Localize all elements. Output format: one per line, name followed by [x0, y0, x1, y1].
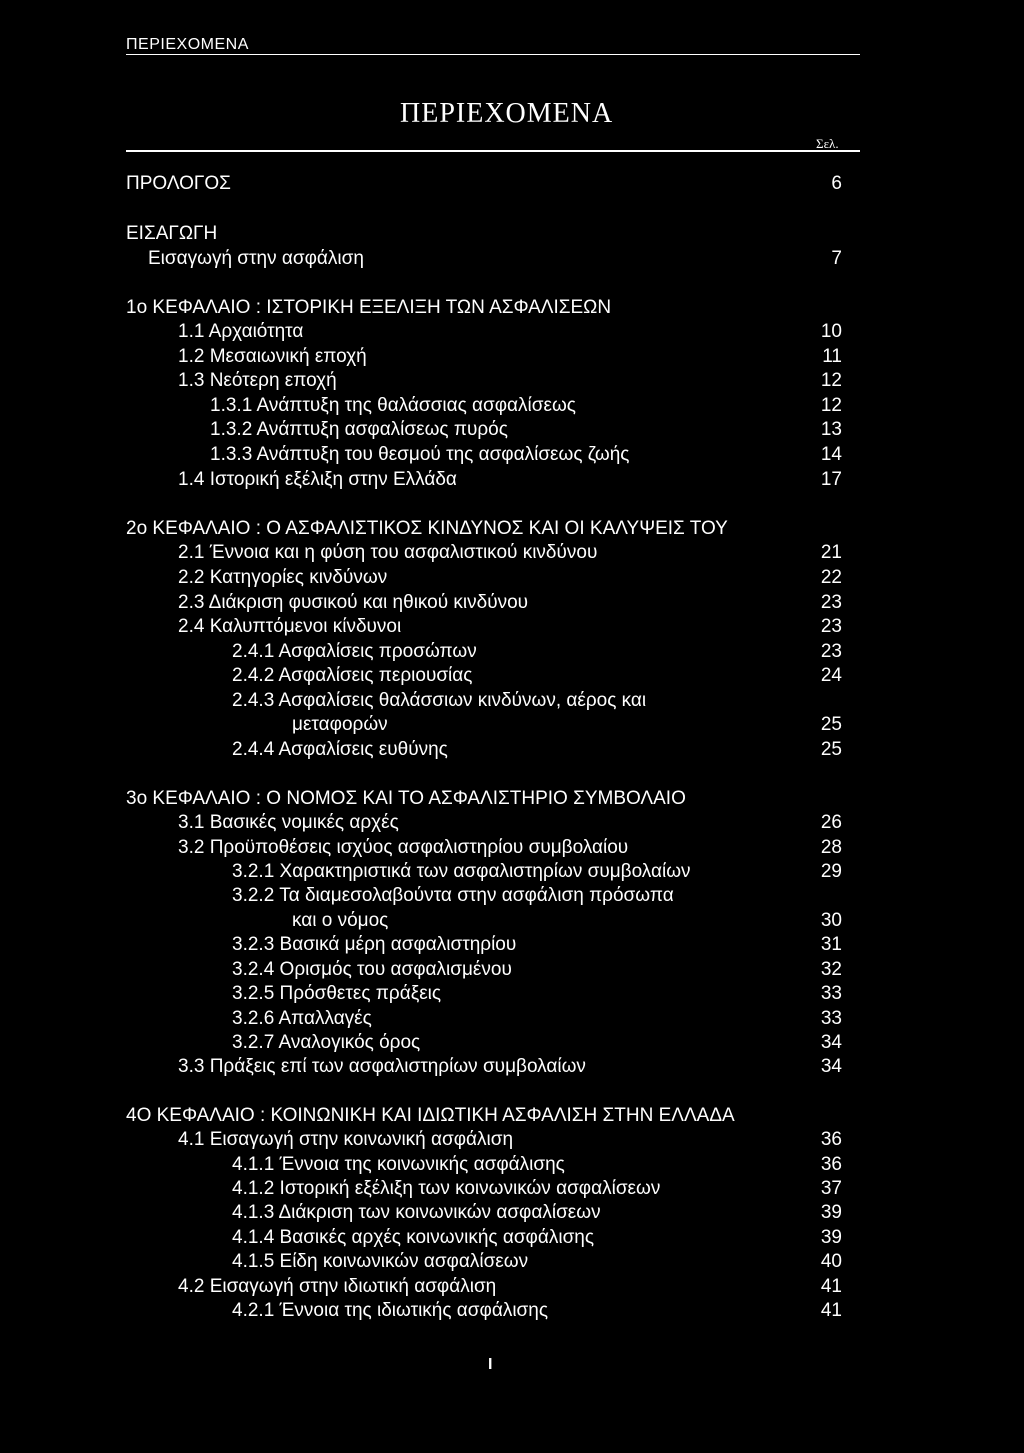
toc-entry: [126, 1104, 842, 1128]
toc-entry-title: 3.2.3 Βασικά μέρη ασφαλιστηρίου: [232, 934, 517, 955]
toc-entry-page: 6: [831, 173, 842, 194]
toc-entry-title: 1.1 Αρχαιότητα: [178, 321, 304, 342]
toc-entry-page: 23: [820, 641, 842, 662]
toc-entry: [178, 345, 842, 369]
toc-entry: [178, 566, 842, 590]
toc-entry-page: 25: [820, 739, 842, 760]
toc-entry-page: 11: [822, 346, 842, 367]
toc-entry-page: 25: [820, 714, 842, 735]
toc-entry-title: 3.2.2 Τα διαμεσολαβούντα στην ασφάλιση πρόσωπα: [232, 885, 674, 906]
toc-entry-page: 21: [820, 542, 842, 563]
toc-entry: [126, 787, 842, 811]
toc-entry: [232, 933, 842, 957]
toc-entry-page: 30: [820, 910, 842, 931]
toc-entry-page: 12: [820, 395, 842, 416]
toc-entry-page: 14: [820, 444, 842, 465]
toc-entry-page: 26: [820, 812, 842, 833]
toc-entry-page: 36: [820, 1129, 842, 1150]
toc-entry-page: 24: [820, 665, 842, 686]
toc-entry-title: 3.2.1 Χαρακτηριστικά των ασφαλιστηρίων συμβολαίων: [232, 861, 691, 882]
toc-entry-page: 23: [820, 592, 842, 613]
toc-entry-title: 3.2.5 Πρόσθετες πράξεις: [232, 983, 442, 1004]
toc-entry-title: Εισαγωγή στην ασφάλιση: [148, 248, 364, 269]
toc-entry-title: 1.4 Ιστορική εξέλιξη στην Ελλάδα: [178, 469, 457, 490]
toc-entry-title: 2.4 Καλυπτόμενοι κίνδυνοι: [178, 616, 402, 637]
toc-entry-title: 2.4.1 Ασφαλίσεις προσώπων: [232, 641, 477, 662]
toc-entry-title: 4.2.1 Έννοια της ιδιωτικής ασφάλισης: [232, 1300, 548, 1321]
toc-entry: [232, 1007, 842, 1031]
toc-entry-title: 1.2 Μεσαιωνική εποχή: [178, 346, 367, 367]
toc-entry: [178, 1055, 842, 1079]
toc-entry-title: ΠΡΟΛΟΓΟΣ: [126, 173, 231, 194]
toc-entry: [126, 296, 842, 320]
toc-entry-page: 39: [820, 1202, 842, 1223]
toc-entry: [232, 1226, 842, 1250]
toc-entry-page: 23: [820, 616, 842, 637]
toc-entry-title: 1ο ΚΕΦΑΛΑΙΟ : ΙΣΤΟΡΙΚΗ ΕΞΕΛΙΞΗ ΤΩΝ ΑΣΦΑΛΙΣΕΩΝ: [126, 297, 612, 318]
toc-entry: [232, 1177, 842, 1201]
toc-entry: [232, 664, 842, 688]
toc-entry-page: 32: [820, 959, 842, 980]
toc-entry-title: 4Ο ΚΕΦΑΛΑΙΟ : ΚΟΙΝΩΝΙΚΗ ΚΑΙ ΙΔΙΩΤΙΚΗ ΑΣΦΑΛΙΣΗ ΣΤΗΝ ΕΛΛΑΔΑ: [126, 1105, 735, 1126]
toc-entry: [178, 369, 842, 393]
toc-entry-title: ΕΙΣΑΓΩΓΗ: [126, 223, 218, 244]
footer-page-number: Ι: [488, 1356, 493, 1373]
toc-entry-page: 33: [820, 983, 842, 1004]
toc-entry-title: 4.1.4 Βασικές αρχές κοινωνικής ασφάλισης: [232, 1227, 595, 1248]
toc-entry: [232, 1299, 842, 1323]
toc-entry-title: 2.4.4 Ασφαλίσεις ευθύνης: [232, 739, 448, 760]
toc-entry-title: 1.3.1 Ανάπτυξη της θαλάσσιας ασφαλίσεως: [210, 395, 576, 416]
toc-entry: [232, 860, 842, 884]
toc-entry: [232, 1153, 842, 1177]
toc-entry-title: 4.2 Εισαγωγή στην ιδιωτική ασφάλιση: [178, 1276, 497, 1297]
toc-entry: [210, 394, 842, 418]
toc-entry: [178, 811, 842, 835]
toc-entry-title: 4.1 Εισαγωγή στην κοινωνική ασφάλιση: [178, 1129, 514, 1150]
running-head: ΠΕΡΙΕΧΟΜΕΝΑ: [126, 36, 249, 53]
toc-entry: [148, 247, 842, 271]
toc-entry: [232, 884, 842, 908]
toc-entry: [232, 1031, 842, 1055]
toc-entry: [232, 1250, 842, 1274]
toc-entry-title: 2.3 Διάκριση φυσικού και ηθικού κινδύνου: [178, 592, 529, 613]
page-column-label: Σελ.: [816, 136, 839, 151]
toc-entry-title: 3ο ΚΕΦΑΛΑΙΟ : Ο ΝΟΜΟΣ ΚΑΙ ΤΟ ΑΣΦΑΛΙΣΤΗΡΙΟ ΣΥΜΒΟΛΑΙΟ: [126, 788, 686, 809]
toc-entry: [178, 615, 842, 639]
toc-entry: [232, 689, 842, 713]
toc-entry: [232, 738, 842, 762]
toc-entry: [232, 982, 842, 1006]
toc-entry: [210, 418, 842, 442]
toc-entry-title: 2.2 Κατηγορίες κινδύνων: [178, 567, 388, 588]
toc-entry-title: 3.2.4 Ορισμός του ασφαλισμένου: [232, 959, 512, 980]
toc-entry-page: 40: [820, 1251, 842, 1272]
title-rule: [126, 150, 860, 152]
toc-entry-title: 4.1.5 Είδη κοινωνικών ασφαλίσεων: [232, 1251, 529, 1272]
toc-entry-page: 33: [820, 1008, 842, 1029]
toc-entry: [178, 836, 842, 860]
toc-entry-title: 4.1.1 Έννοια της κοινωνικής ασφάλισης: [232, 1154, 565, 1175]
toc-entry: [210, 443, 842, 467]
toc-entry-title: 2.4.3 Ασφαλίσεις θαλάσσιων κινδύνων, αέρος και: [232, 690, 647, 711]
toc-entry: [178, 1275, 842, 1299]
toc-entry-title: 4.1.2 Ιστορική εξέλιξη των κοινωνικών ασφαλίσεων: [232, 1178, 661, 1199]
toc-entry-page: 7: [831, 248, 842, 269]
toc-entry-title: 2ο ΚΕΦΑΛΑΙΟ : Ο ΑΣΦΑΛΙΣΤΙΚΟΣ ΚΙΝΔΥΝΟΣ ΚΑΙ ΟΙ ΚΑΛΥΨΕΙΣ ΤΟΥ: [126, 518, 728, 539]
toc-entry: [178, 468, 842, 492]
toc-entry-title: 2.1 Έννοια και η φύση του ασφαλιστικού κινδύνου: [178, 542, 598, 563]
toc-entry-page: 31: [820, 934, 842, 955]
toc-entry-title: μεταφορών: [292, 714, 388, 735]
toc-entry-page: 34: [820, 1032, 842, 1053]
toc-entry: [178, 591, 842, 615]
toc-entry-title: και ο νόμος: [292, 910, 389, 931]
running-head-rule: [126, 54, 860, 55]
toc-entry-title: 3.1 Βασικές νομικές αρχές: [178, 812, 399, 833]
toc-entry-title: 1.3.3 Ανάπτυξη του θεσμού της ασφαλίσεως ζωής: [210, 444, 630, 465]
page-title: ΠΕΡΙΕΧΟΜΕΝΑ: [400, 98, 614, 129]
toc-entry-page: 12: [820, 370, 842, 391]
toc-entry-page: 41: [820, 1276, 842, 1297]
toc-entry-page: 28: [820, 837, 842, 858]
toc-entry-title: 3.2.6 Απαλλαγές: [232, 1008, 372, 1029]
toc-entry-title: 3.3 Πράξεις επί των ασφαλιστηρίων συμβολαίων: [178, 1056, 586, 1077]
toc-entry: [126, 172, 842, 196]
toc-entry-page: 29: [820, 861, 842, 882]
toc-entry-page: 37: [820, 1178, 842, 1199]
toc-entry-title: 1.3 Νεότερη εποχή: [178, 370, 337, 391]
toc-entry: [232, 640, 842, 664]
toc-entry-title: 2.4.2 Ασφαλίσεις περιουσίας: [232, 665, 473, 686]
toc-entry: [232, 958, 842, 982]
toc-entry-page: 17: [820, 469, 842, 490]
toc-entry-title: 3.2.7 Αναλογικός όρος: [232, 1032, 421, 1053]
toc-entry-page: 10: [820, 321, 842, 342]
toc-entry: [292, 713, 842, 737]
toc-entry: [178, 1128, 842, 1152]
toc-entry: [232, 1201, 842, 1225]
toc-entry-title: 3.2 Προϋποθέσεις ισχύος ασφαλιστηρίου συμβολαίου: [178, 837, 629, 858]
toc-entry: [178, 320, 842, 344]
toc-entry: [126, 517, 842, 541]
toc-entry-title: 1.3.2 Ανάπτυξη ασφαλίσεως πυρός: [210, 419, 508, 440]
toc-entry: [178, 541, 842, 565]
toc-entry-page: 13: [820, 419, 842, 440]
toc-entry-title: 4.1.3 Διάκριση των κοινωνικών ασφαλίσεων: [232, 1202, 601, 1223]
toc-entry-page: 22: [820, 567, 842, 588]
toc-entry-page: 41: [820, 1300, 842, 1321]
toc-entry-page: 36: [820, 1154, 842, 1175]
toc-entry: [292, 909, 842, 933]
toc-entry-page: 34: [820, 1056, 842, 1077]
toc-entry-page: 39: [820, 1227, 842, 1248]
toc-entry: [126, 222, 842, 246]
